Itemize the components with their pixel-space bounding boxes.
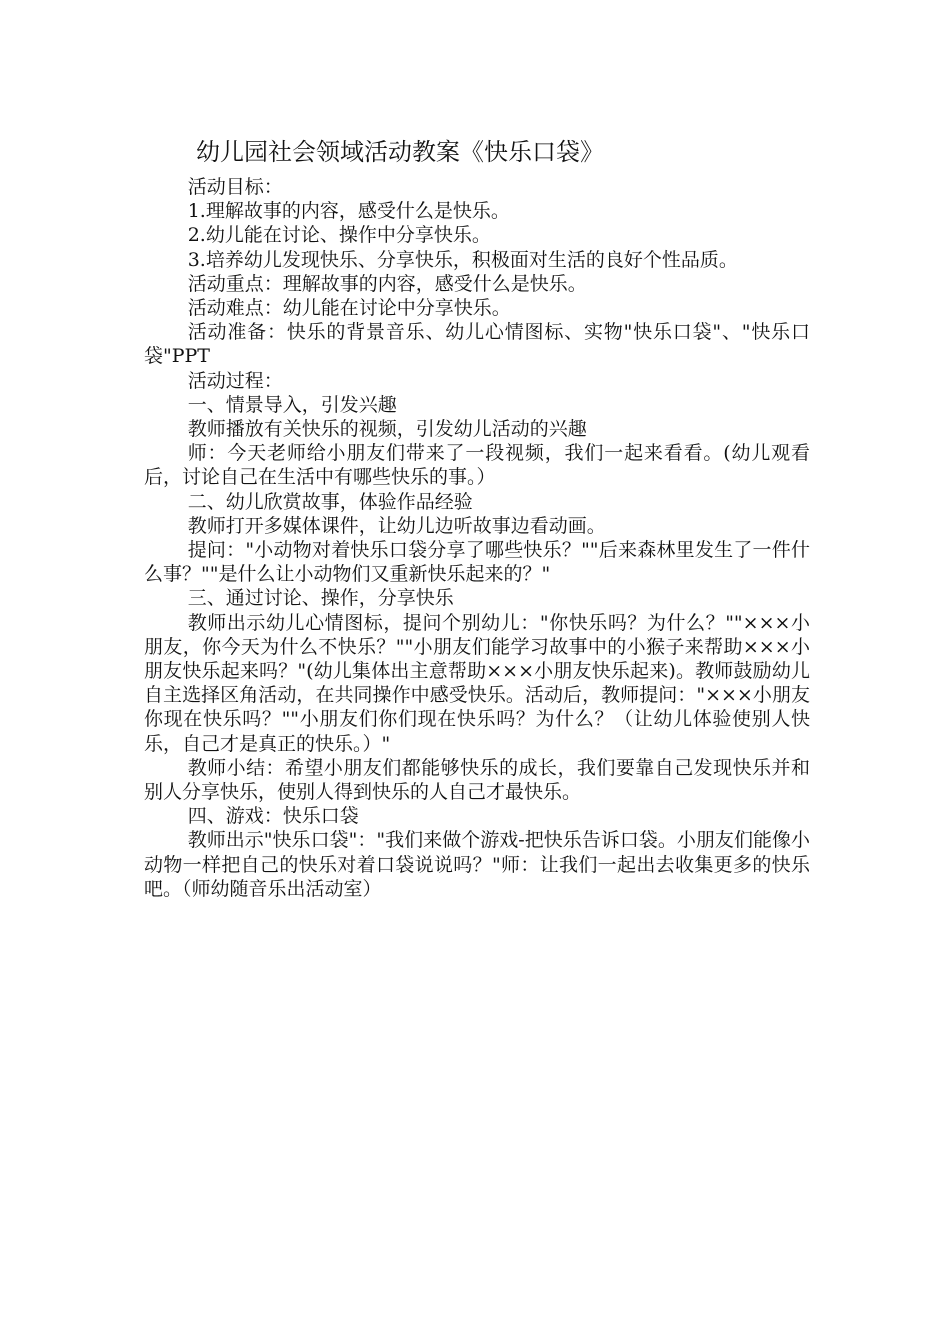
section-heading-process: 活动过程：: [187, 369, 283, 392]
body-paragraph: 教师打开多媒体课件，让幼儿边听故事边看动画。: [187, 514, 606, 537]
objective-item: 2.幼儿能在讨论、操作中分享快乐。: [187, 224, 491, 247]
body-paragraph: 教师小结：希望小朋友们都能够快乐的成长，我们要靠自己发现快乐并和别人分享快乐，使别人得到快乐的人自己才最快乐。: [144, 756, 810, 804]
body-paragraph: 教师出示"快乐口袋"："我们来做个游戏-把快乐告诉口袋。小朋友们能像小动物一样把自己的快乐对着口袋说说吗？"师：让我们一起出去收集更多的快乐吧。（师幼随音乐出活动室）: [144, 829, 810, 900]
body-paragraph: 教师播放有关快乐的视频，引发幼儿活动的兴趣: [187, 418, 587, 441]
step-heading: 三、通过讨论、操作，分享快乐: [187, 587, 454, 610]
objective-item: 3.培养幼儿发现快乐、分享快乐，积极面对生活的良好个性品质。: [187, 248, 738, 271]
body-paragraph: 提问："小动物对着快乐口袋分享了哪些快乐？""后来森林里发生了一件什么事？""是什么让小动物们又重新快乐起来的？": [144, 539, 810, 586]
difficulty-paragraph: 活动难点：幼儿能在讨论中分享快乐。: [187, 297, 511, 320]
preparation-paragraph: 活动准备：快乐的背景音乐、幼儿心情图标、实物"快乐口袋"、"快乐口袋"PPT: [144, 321, 810, 368]
body-paragraph: 教师出示幼儿心情图标，提问个别幼儿："你快乐吗？为什么？""×××小朋友，你今天为什么不快乐？""小朋友们能学习故事中的小猴子来帮助×××小朋友快乐起来吗？"(幼儿集体出主意帮助×××小朋友快乐起来)。教师鼓励幼儿自主选择区角活动，在共同操作中感受快乐。活动后，教师提问："×××小朋友你现在快乐吗？""小朋友们你们现在快乐吗？为什么？（让幼儿体验使别人快乐，自己才是真正的快乐。）": [144, 611, 810, 755]
step-heading: 四、游戏：快乐口袋: [187, 805, 359, 828]
section-heading-objectives: 活动目标：: [187, 176, 283, 198]
objective-item: 1.理解故事的内容，感受什么是快乐。: [187, 200, 510, 223]
step-heading: 一、情景导入，引发兴趣: [187, 393, 397, 416]
step-heading: 二、幼儿欣赏故事，体验作品经验: [187, 490, 473, 513]
body-paragraph: 师：今天老师给小朋友们带来了一段视频，我们一起来看看。(幼儿观看后，讨论自己在生活中有哪些快乐的事。）: [144, 442, 810, 489]
document-title: 幼儿园社会领域活动教案《快乐口袋》: [196, 138, 604, 166]
key-point-paragraph: 活动重点：理解故事的内容，感受什么是快乐。: [187, 272, 587, 295]
document-body: [144, 133, 810, 901]
